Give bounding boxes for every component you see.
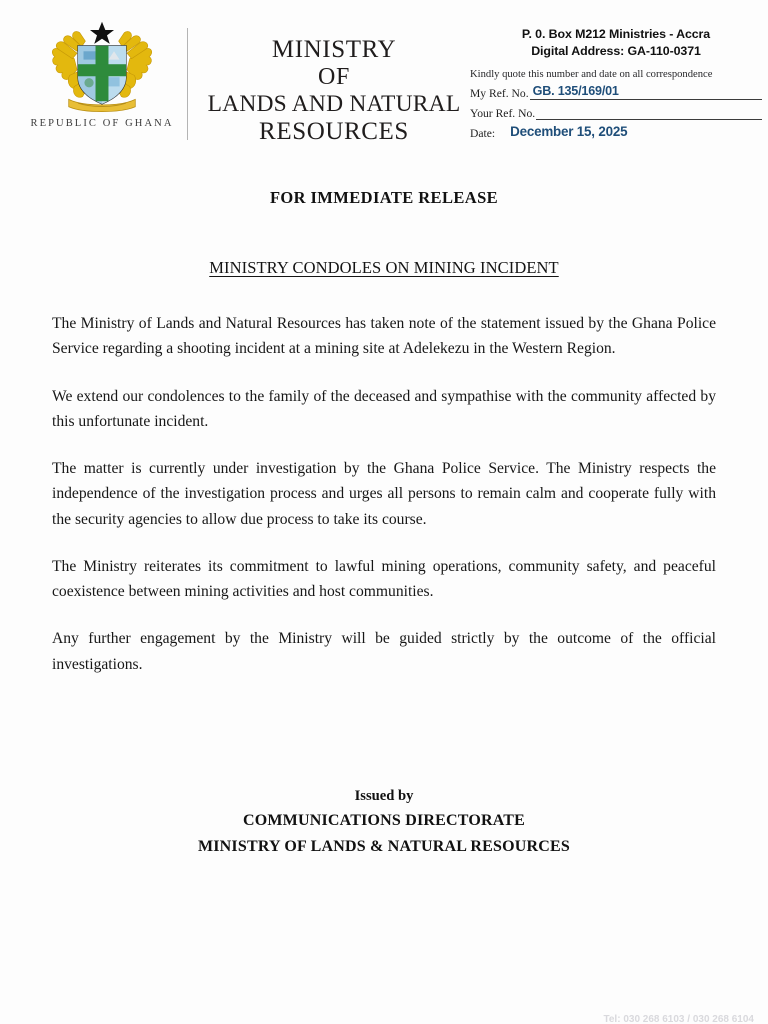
ministry-title-line-1: MINISTRY bbox=[271, 36, 397, 63]
issuing-directorate: COMMUNICATIONS DIRECTORATE bbox=[242, 812, 526, 830]
postal-address bbox=[470, 26, 762, 60]
ministry-title bbox=[200, 36, 468, 146]
ministry-title-line-2: OF bbox=[318, 64, 350, 91]
address-line-2: Digital Address: GA-110-0371 bbox=[531, 44, 701, 59]
paragraph: The Ministry reiterates its commitment to lawful mining operations, community safety, and peaceful coexistence between mining activities and host communities. bbox=[52, 557, 716, 600]
ministry-title-line-4: RESOURCES bbox=[259, 117, 409, 145]
issued-by-label: Issued by bbox=[354, 787, 414, 804]
your-ref-label: Your Ref. No. bbox=[470, 107, 536, 121]
crest-caption: REPUBLIC OF GHANA bbox=[30, 118, 174, 129]
paragraph: Any further engagement by the Ministry will be guided strictly by the outcome of the official investigations. bbox=[52, 630, 716, 673]
issuing-ministry: MINISTRY OF LANDS & NATURAL RESOURCES bbox=[197, 838, 571, 856]
my-ref-row bbox=[470, 85, 762, 100]
paragraph: The Ministry of Lands and Natural Resources has taken note of the statement issued by the Ghana Police Service regarding a shooting incident at a mining site at Adelekezu in the Western Region. bbox=[52, 315, 716, 358]
date-label: Date: bbox=[470, 127, 496, 141]
ghana-coat-of-arms-icon bbox=[46, 18, 158, 116]
paragraph: We extend our condolences to the family of the deceased and sympathise with the community affected by this unfortunate incident. bbox=[52, 387, 716, 430]
signature-block bbox=[52, 785, 716, 860]
footer-clipped bbox=[0, 1010, 768, 1024]
your-ref-row bbox=[470, 105, 762, 120]
date-value: December 15, 2025 bbox=[510, 124, 628, 140]
document-body bbox=[0, 188, 768, 860]
paragraph: The matter is currently under investigation by the Ghana Police Service. The Ministry respects the independence of the investigation process and urges all persons to remain calm and cooperate fully with the security agencies to allow due process to take its course. bbox=[52, 460, 716, 528]
paragraph-list bbox=[52, 311, 716, 677]
reference-block bbox=[470, 26, 762, 140]
page-title: MINISTRY CONDOLES ON MINING INCIDENT bbox=[209, 258, 559, 277]
letterhead bbox=[0, 0, 768, 160]
crest-block bbox=[26, 18, 178, 129]
release-tag: FOR IMMEDIATE RELEASE bbox=[269, 188, 499, 207]
my-ref-value: GB. 135/169/01 bbox=[532, 84, 619, 99]
ministry-title-line-3: LANDS AND NATURAL bbox=[207, 91, 461, 118]
footer-contact: Tel: 030 268 6103 / 030 268 6104 bbox=[603, 1014, 754, 1024]
black-star-icon bbox=[90, 22, 114, 44]
address-line-1: P. 0. Box M212 Ministries - Accra bbox=[521, 27, 711, 41]
quote-note: Kindly quote this number and date on all correspondence bbox=[470, 69, 713, 81]
my-ref-field[interactable] bbox=[530, 85, 762, 100]
header-divider bbox=[187, 28, 188, 140]
my-ref-label: My Ref. No. bbox=[470, 87, 529, 101]
date-row bbox=[470, 125, 762, 140]
date-field[interactable] bbox=[496, 125, 762, 140]
your-ref-field[interactable] bbox=[536, 105, 762, 120]
